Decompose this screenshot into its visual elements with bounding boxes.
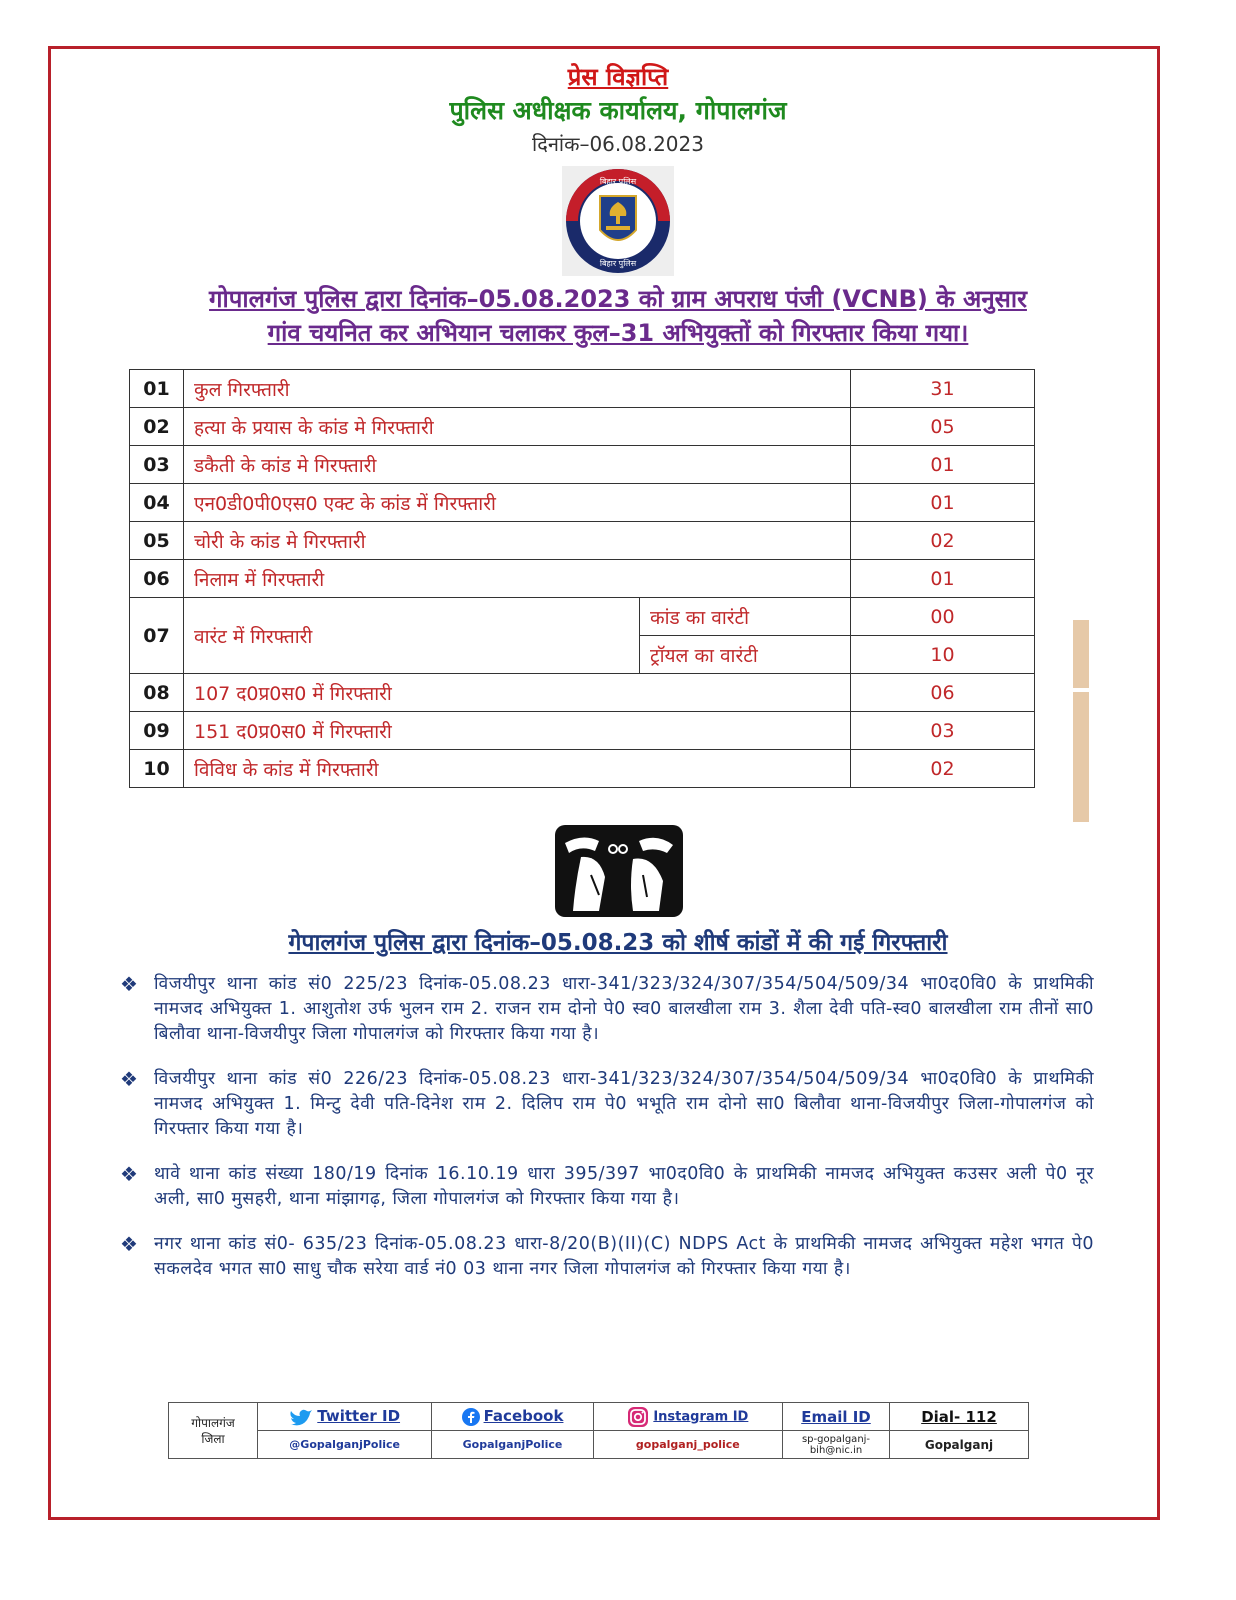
row-value: 02 [851,750,1035,788]
table-row [130,674,1035,712]
case-item [118,1067,1094,1142]
row-value: 01 [851,560,1035,598]
dial-location: Gopalganj [890,1431,1029,1459]
side-accent-bar-bottom [1073,692,1089,822]
row-value: 02 [851,522,1035,560]
bullet-diamond-icon: ❖ [120,1067,138,1091]
facebook-label[interactable]: Facebook [483,1407,564,1426]
table-row [130,484,1035,522]
bullet-diamond-icon: ❖ [120,972,138,996]
table-row [130,560,1035,598]
instagram-label-cell[interactable] [593,1403,782,1431]
row-number: 09 [130,712,184,750]
row-number: 06 [130,560,184,598]
row-value: 06 [851,674,1035,712]
table-row [130,408,1035,446]
handcuffs-icon [555,825,683,917]
top-cases-heading: गेपालगंज पुलिस द्वारा दिनांक–05.08.23 को शीर्ष कांडों में की गई गिरफ्तारी [288,930,948,956]
case-text: विजयीपुर थाना कांड सं0 226/23 दिनांक-05.08.23 धारा-341/323/324/307/354/504/509/34 भा0द0वि0 के प्राथमिकी नामजद अभियुक्त 1. मिन्टु देवी पति-दिनेश राम 2. दिलिप राम पे0 भभूति राम दोनो सा0 बिलौवा थाना-विजयीपुर जिला-गोपालगंज को गिरफ्तार किया गया है। [154,1069,1094,1139]
row-number: 05 [130,522,184,560]
table-row [130,712,1035,750]
row-value: 05 [851,408,1035,446]
instagram-handle[interactable]: gopalganj_police [593,1431,782,1459]
instagram-label[interactable]: Instagram ID [653,1409,749,1424]
twitter-label[interactable]: Twitter ID [317,1407,401,1426]
bullet-diamond-icon: ❖ [120,1232,138,1256]
table-row [130,370,1035,408]
facebook-icon [462,1408,480,1426]
contact-footer [168,1402,1029,1459]
case-text: थावे थाना कांड संख्या 180/19 दिनांक 16.10.19 धारा 395/397 भा0द0वि0 के प्राथमिकी नामजद अभियुक्त कउसर अली पे0 नूर अली, सा0 मुसहरी, थाना मांझागढ़, जिला गोपालगंज को गिरफ्तार किया गया है। [154,1164,1095,1209]
row-number: 02 [130,408,184,446]
bullet-diamond-icon: ❖ [120,1162,138,1186]
bihar-police-logo [562,166,674,276]
district-line-1: गोपालगंज [191,1415,235,1430]
logo-text-top: बिहार पुलिस [599,177,637,186]
dial-label-cell [890,1403,1029,1431]
row-number: 04 [130,484,184,522]
case-item [118,1232,1094,1282]
row-label: वारंट में गिरफ्तारी [184,598,640,674]
release-date: दिनांक–06.08.2023 [532,132,704,156]
case-text: नगर थाना कांड सं0- 635/23 दिनांक-05.08.23 धारा-8/20(B)(II)(C) NDPS Act के प्राथमिकी नामजद अभियुक्त महेश भगत पे0 सकलदेव भगत सा0 साधु चौक सरेया वार्ड नं0 03 थाना नगर जिला गोपालगंज को गिरफ्तार किया गया है। [154,1234,1094,1279]
table-row [130,446,1035,484]
row-number: 10 [130,750,184,788]
logo-text-bottom: बिहार पुलिस [599,259,637,268]
headline-line-2: गांव चयनित कर अभियान चलाकर कुल–31 अभियुक्तों को गिरफ्तार किया गया। [267,319,969,347]
table-row [130,598,1035,636]
dial-label: Dial- 112 [921,1407,997,1426]
email-label: Email ID [801,1407,871,1426]
row-value: 01 [851,484,1035,522]
row-value: 10 [851,636,1035,674]
warrant-sub-label: कांड का वारंटी [640,598,851,636]
instagram-icon [627,1407,649,1427]
row-label: निलाम में गिरफ्तारी [184,560,851,598]
row-value: 01 [851,446,1035,484]
row-number: 03 [130,446,184,484]
table-row [130,750,1035,788]
row-label: डकैती के कांड मे गिरफ्तारी [184,446,851,484]
district-cell [169,1403,258,1459]
side-accent-bar-top [1073,620,1089,688]
case-list [118,972,1094,1302]
facebook-handle[interactable]: GopalganjPolice [432,1431,593,1459]
press-release-title: प्रेस विज्ञप्ति [567,63,669,91]
twitter-handle[interactable]: @GopalganjPolice [258,1431,432,1459]
twitter-icon [289,1408,313,1426]
district-line-2: जिला [201,1431,225,1446]
row-label: चोरी के कांड मे गिरफ्तारी [184,522,851,560]
case-item [118,1162,1094,1212]
row-value: 03 [851,712,1035,750]
headline-line-1: गोपालगंज पुलिस द्वारा दिनांक–05.08.2023 को ग्राम अपराध पंजी (VCNB) के अनुसार [209,285,1027,313]
office-title: पुलिस अधीक्षक कार्यालय, गोपालगंज [449,96,787,125]
table-row [130,522,1035,560]
warrant-sub-label: ट्रॉयल का वारंटी [640,636,851,674]
row-number: 07 [130,598,184,674]
row-value: 00 [851,598,1035,636]
facebook-label-cell[interactable] [432,1403,593,1431]
case-text: विजयीपुर थाना कांड सं0 225/23 दिनांक-05.08.23 धारा-341/323/324/307/354/504/509/34 भा0द0वि0 के प्राथमिकी नामजद अभियुक्त 1. आशुतोश उर्फ भुलन राम 2. राजन राम दोनो पे0 स्व0 बालखीला राम 3. शैला देवी पति-स्व0 बालखीला राम तीनों सा0 बिलौवा थाना-विजयीपुर जिला गोपालगंज को गिरफ्तार किया गया है। [154,974,1094,1044]
case-item [118,972,1094,1047]
row-value: 31 [851,370,1035,408]
row-label: हत्या के प्रयास के कांड मे गिरफ्तारी [184,408,851,446]
email-label-cell [783,1403,890,1431]
row-label: एन0डी0पी0एस0 एक्ट के कांड में गिरफ्तारी [184,484,851,522]
row-label: 151 द0प्र0स0 में गिरफ्तारी [184,712,851,750]
row-label: विविध के कांड में गिरफ्तारी [184,750,851,788]
row-label: कुल गिरफ्तारी [184,370,851,408]
twitter-label-cell[interactable] [258,1403,432,1431]
row-label: 107 द0प्र0स0 में गिरफ्तारी [184,674,851,712]
arrest-summary-table [129,369,1035,788]
email-address[interactable]: sp-gopalganj-bih@nic.in [783,1431,890,1459]
row-number: 08 [130,674,184,712]
row-number: 01 [130,370,184,408]
